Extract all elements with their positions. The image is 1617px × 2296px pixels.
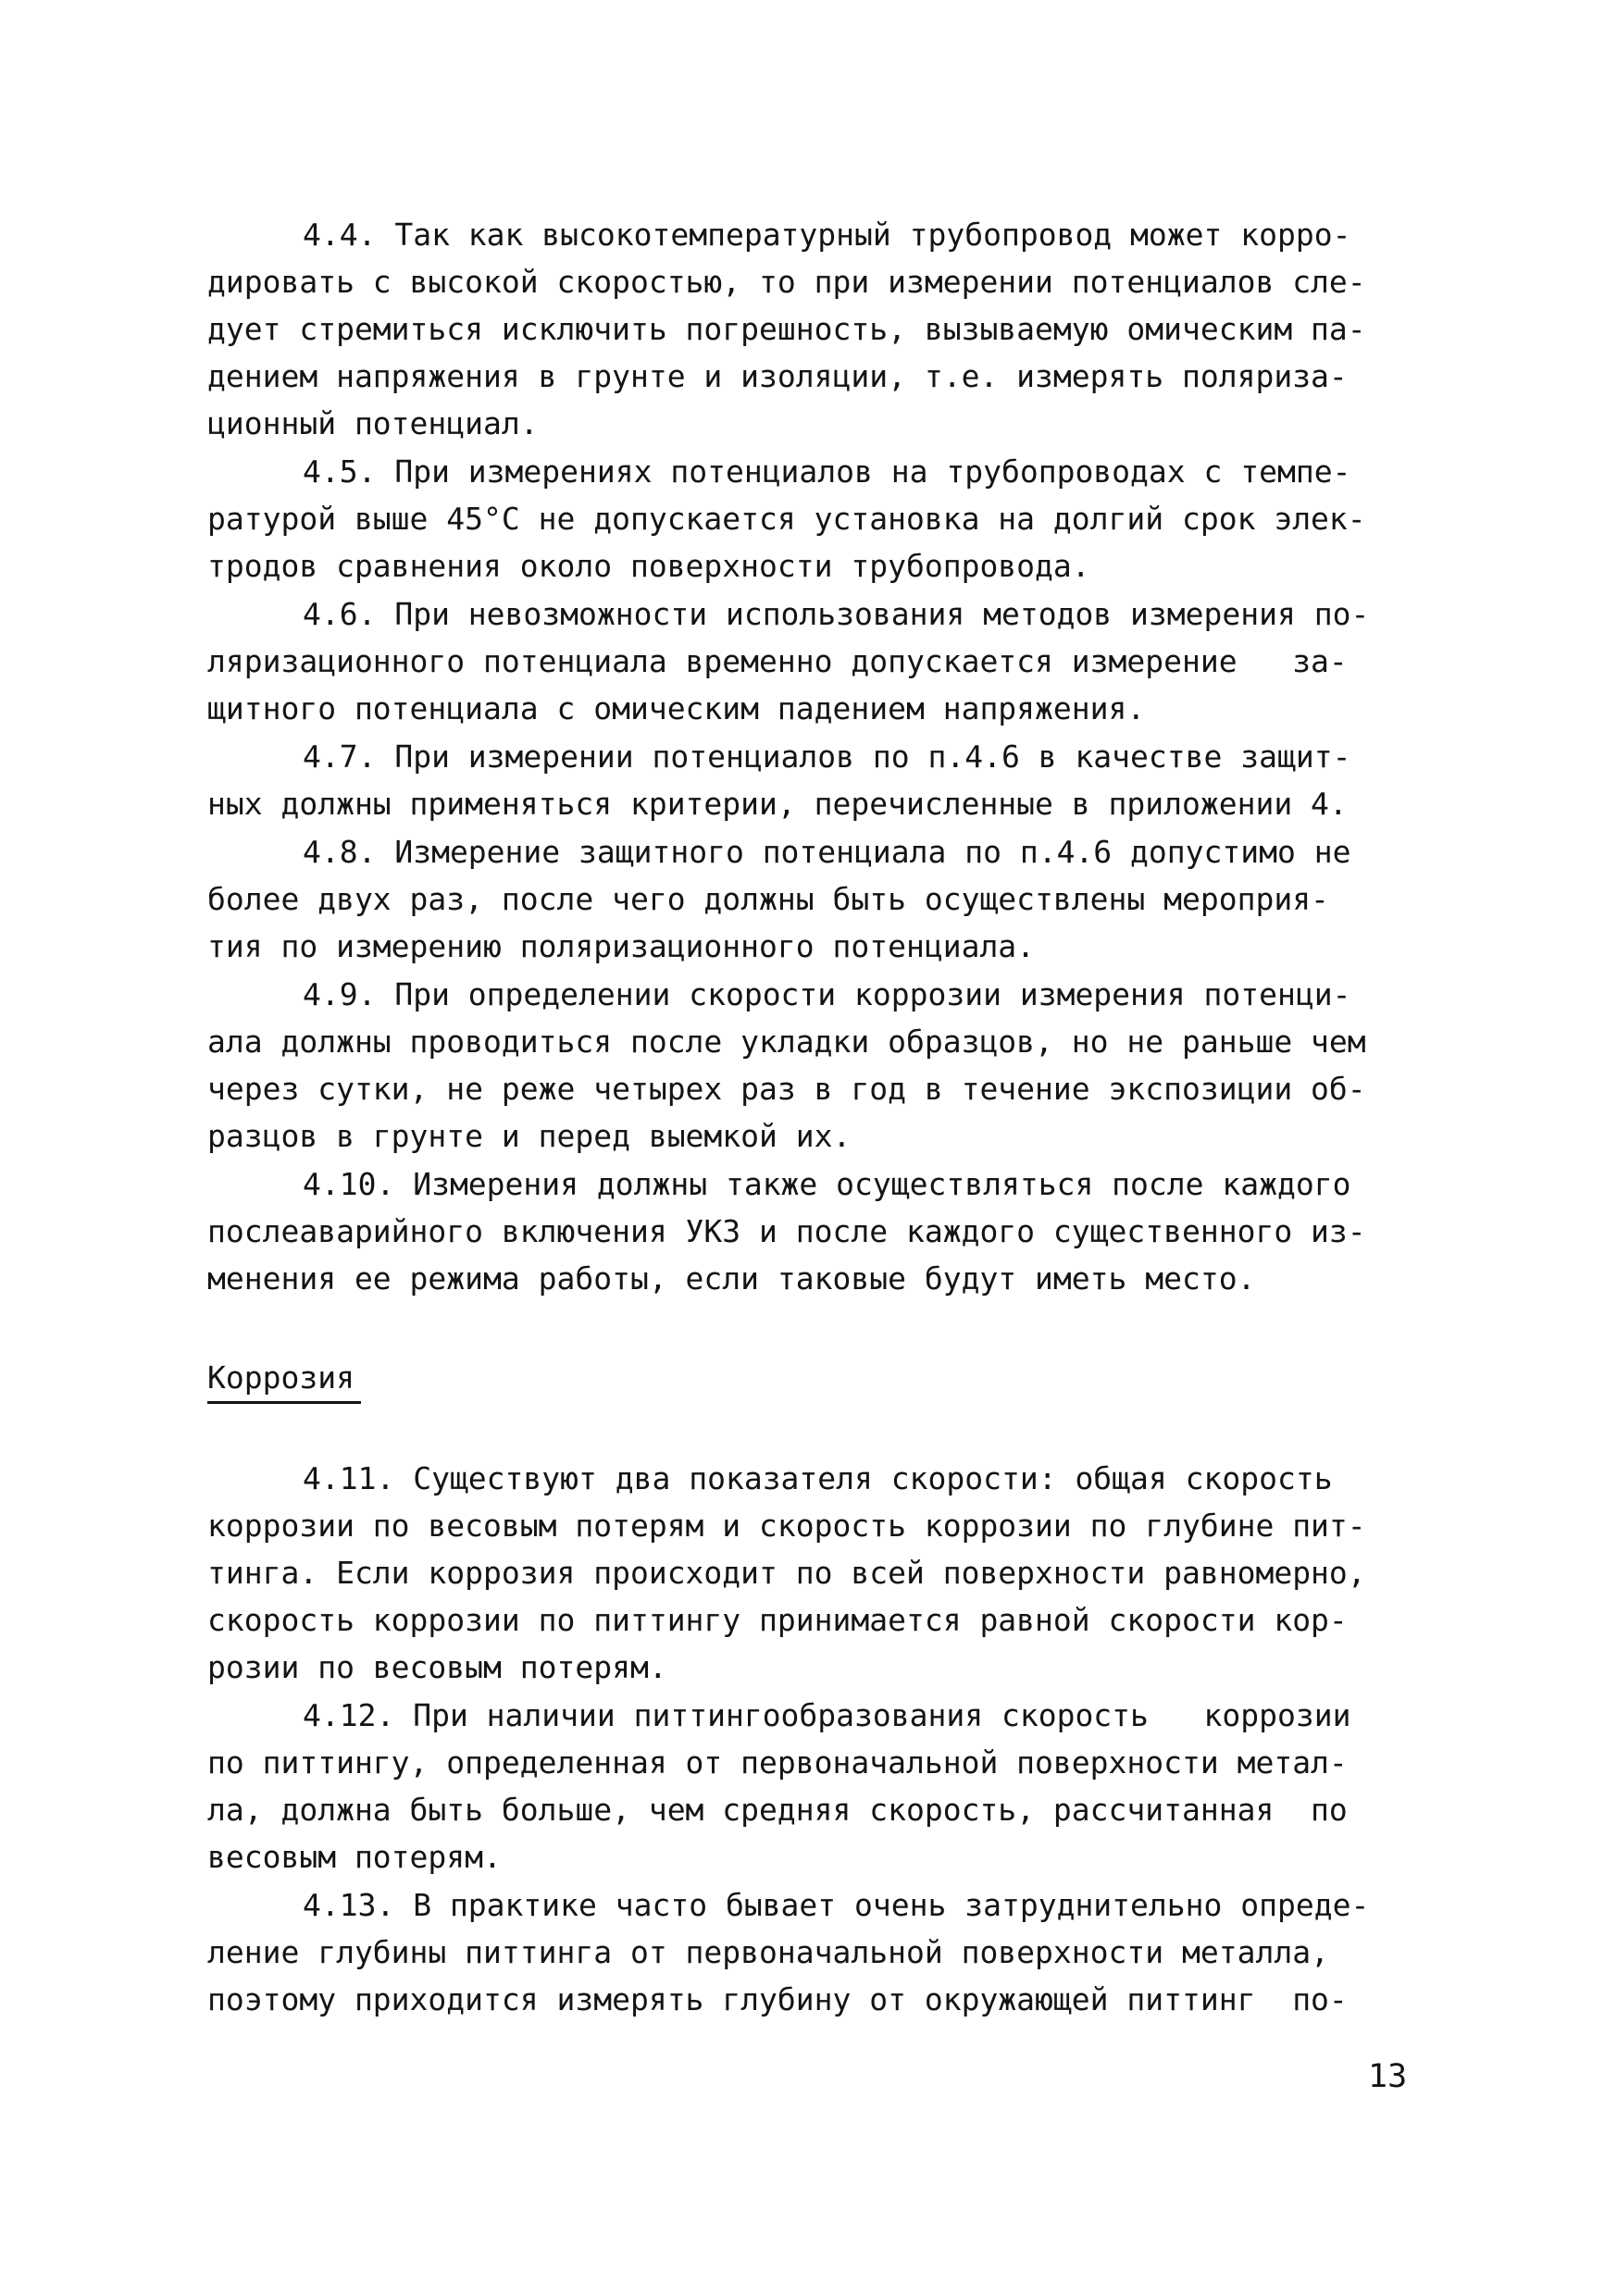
paragraph-line: ционный потенциал.	[207, 405, 539, 441]
paragraph-line: 4.6. При невозможности использования методов измерения по-	[303, 596, 1370, 632]
paragraph-line: поэтому приходится измерять глубину от окружающей питтинг по-	[207, 1981, 1348, 2017]
paragraph-line: 4.12. При наличии питтингообразования скорость коррозии	[303, 1697, 1351, 1733]
paragraph-line: разцов в грунте и перед выемкой их.	[207, 1118, 852, 1154]
paragraph-line: дением напряжения в грунте и изоляции, т.е. измерять поляриза-	[207, 358, 1348, 394]
paragraph-line: ала должны проводиться после укладки образцов, но не раньше чем	[207, 1024, 1366, 1060]
paragraph-line: более двух раз, после чего должны быть осуществлены мероприя-	[207, 881, 1329, 917]
paragraph-line: 4.5. При измерениях потенциалов на трубопроводах с темпе-	[303, 453, 1351, 490]
page-number: 13	[1368, 2058, 1408, 2095]
paragraph-line: щитного потенциала с омическим падением напряжения.	[207, 690, 1146, 726]
paragraph-line: тродов сравнения около поверхности трубопровода.	[207, 548, 1090, 584]
paragraph-line: 4.8. Измерение защитного потенциала по п.4.6 допустимо не	[303, 834, 1351, 870]
section-heading: Коррозия	[207, 1359, 354, 1396]
paragraph-line: менения ее режима работы, если таковые будут иметь место.	[207, 1260, 1256, 1297]
paragraph-line: скорость коррозии по питтингу принимается равной скорости кор-	[207, 1602, 1348, 1638]
paragraph-line: 4.4. Так как высокотемпературный трубопровод может корро-	[303, 217, 1351, 253]
paragraph-line: ла, должна быть больше, чем средняя скорость, рассчитанная по	[207, 1792, 1348, 1828]
paragraph-line: ных должны применяться критерии, перечисленные в приложении 4.	[207, 786, 1348, 822]
paragraph-line: дует стремиться исключить погрешность, вызываемую омическим па-	[207, 311, 1366, 347]
heading-underline	[207, 1401, 361, 1404]
paragraph-line: ление глубины питтинга от первоначальной поверхности металла,	[207, 1934, 1329, 1970]
paragraph-line: ляризационного потенциала временно допускается измерение за-	[207, 643, 1348, 679]
paragraph-line: дировать с высокой скоростью, то при измерении потенциалов сле-	[207, 264, 1366, 300]
paragraph-line: весовым потерям.	[207, 1839, 502, 1875]
paragraph-line: по питтингу, определенная от первоначальной поверхности метал-	[207, 1744, 1348, 1781]
paragraph-line: ратурой выше 45°С не допускается установка на долгий срок элек-	[207, 501, 1366, 537]
paragraph-line: коррозии по весовым потерям и скорость коррозии по глубине пит-	[207, 1508, 1366, 1544]
paragraph-line: тинга. Если коррозия происходит по всей поверхности равномерно,	[207, 1555, 1366, 1591]
paragraph-line: 4.9. При определении скорости коррозии измерения потенци-	[303, 976, 1351, 1012]
paragraph-line: послеаварийного включения УКЗ и после каждого существенного из-	[207, 1213, 1366, 1249]
paragraph-line: 4.13. В практике часто бывает очень затруднительно опреде-	[303, 1887, 1370, 1923]
paragraph-line: тия по измерению поляризационного потенциала.	[207, 928, 1036, 964]
paragraph-line: через сутки, не реже четырех раз в год в течение экспозиции об-	[207, 1071, 1366, 1107]
paragraph-line: 4.11. Существуют два показателя скорости: общая скорость	[303, 1460, 1333, 1496]
paragraph-line: 4.7. При измерении потенциалов по п.4.6 в качестве защит-	[303, 738, 1351, 775]
paragraph-line: 4.10. Измерения должны также осуществляться после каждого	[303, 1166, 1351, 1202]
paragraph-line: розии по весовым потерям.	[207, 1649, 667, 1685]
